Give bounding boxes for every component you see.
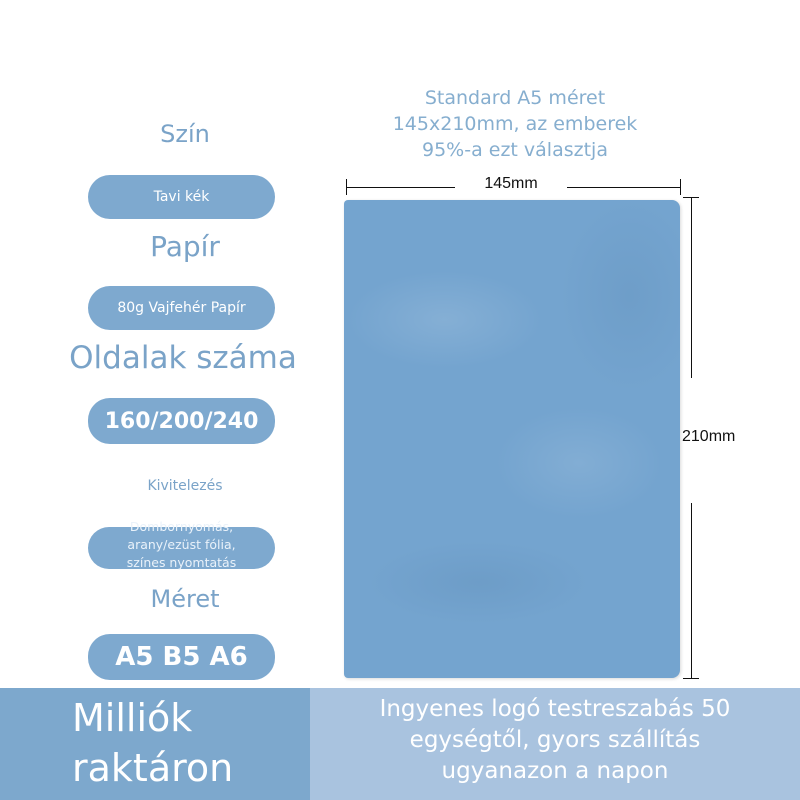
craft-line: színes nyomtatás (126, 555, 237, 570)
craft-value-pill (88, 519, 275, 570)
width-label: 145mm (484, 175, 538, 192)
width-tick-right (680, 179, 681, 195)
service-banner-line: Ingyenes logó testreszabás 50 (379, 696, 731, 722)
service-banner-line: ugyanazon a napon (441, 758, 669, 784)
craft-label: Kivitelezés (147, 478, 223, 494)
service-banner-line: egységtől, gyors szállítás (409, 727, 701, 753)
pages-value-pill: 160/200/240 (88, 398, 275, 444)
craft-line: Dombornyomás, (129, 519, 234, 534)
pages-label: Oldalak száma (69, 340, 297, 376)
service-banner (310, 688, 800, 800)
color-label: Szín (160, 120, 210, 148)
paper-label: Papír (150, 230, 220, 263)
height-label: 210mm (682, 428, 736, 445)
color-value-pill: Tavi kék (88, 175, 275, 219)
craft-line: arany/ezüst fólia, (127, 537, 236, 552)
height-line-top (691, 197, 692, 378)
size-value-pill: A5 B5 A6 (88, 634, 275, 680)
stock-banner-line: Milliók (72, 696, 193, 740)
paper-value-pill: 80g Vajfehér Papír (88, 286, 275, 330)
stock-banner (0, 688, 310, 800)
stock-banner-line: raktáron (72, 746, 234, 790)
height-line-bottom (691, 503, 692, 678)
size-label: Méret (150, 585, 220, 613)
height-tick-bottom (683, 678, 699, 679)
caption-line: Standard A5 méret (424, 87, 606, 109)
width-line-left (346, 187, 455, 188)
caption-line: 145x210mm, az emberek (392, 113, 638, 135)
size-caption (345, 85, 685, 163)
caption-line: 95%-a ezt választja (422, 139, 608, 161)
width-line-right (567, 187, 680, 188)
notebook-cover-image (344, 200, 680, 678)
